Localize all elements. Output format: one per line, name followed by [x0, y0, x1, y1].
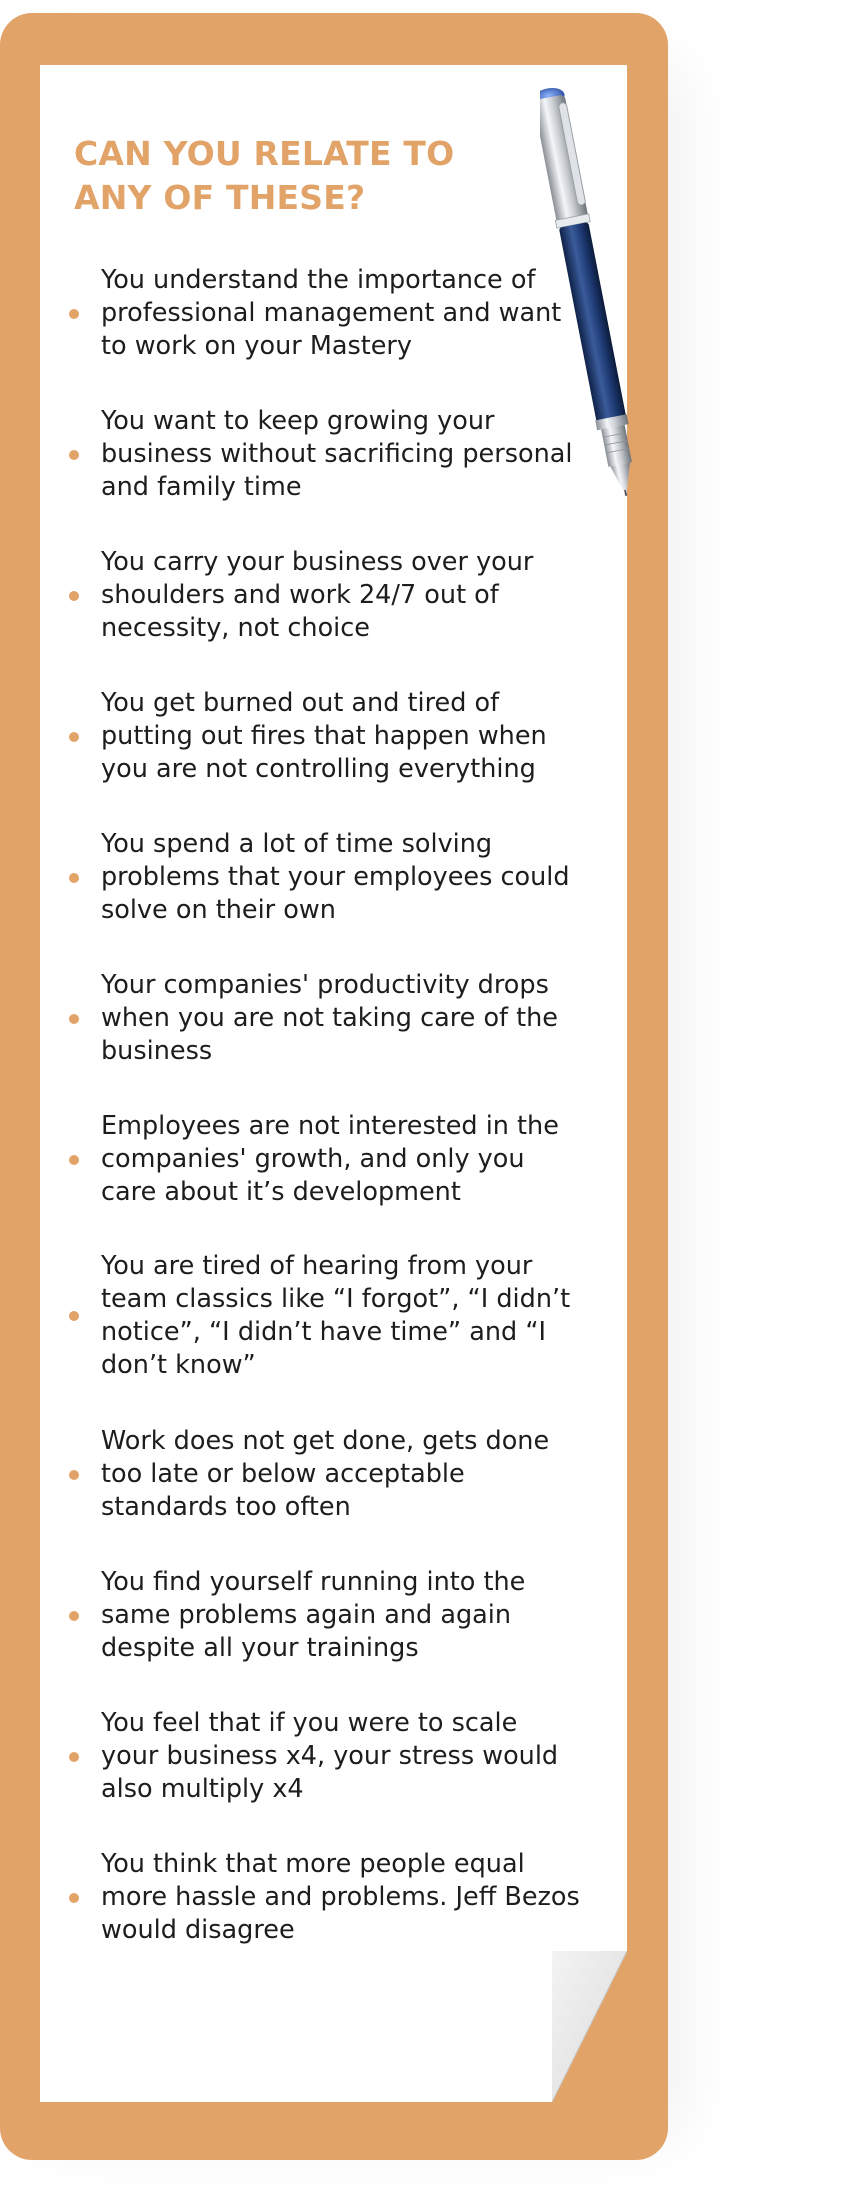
list-item: [62, 1848, 582, 1947]
bullet-dot: [69, 1155, 79, 1165]
pen-icon: [540, 78, 650, 498]
bullet-dot: [69, 1611, 79, 1621]
list-item: [62, 1250, 582, 1382]
bullet-dot: [69, 1893, 79, 1903]
bullet-dot: [69, 591, 79, 601]
bullet-dot: [69, 1752, 79, 1762]
bullet-dot: [69, 450, 79, 460]
bullet-dot: [69, 873, 79, 883]
list-item-text: Employees are not interested in the companies' growth, and only you care about it’s development: [101, 1111, 559, 1207]
list-item: [62, 969, 582, 1068]
list-item-text: You feel that if you were to scale your business x4, your stress would also multiply x4: [101, 1708, 559, 1804]
list-item: [62, 546, 582, 645]
list-item-text: You carry your business over your shoulders and work 24/7 out of necessity, not choice: [101, 547, 534, 643]
list-item: [62, 1566, 582, 1665]
list-item-text: Your companies' productivity drops when you are not taking care of the business: [101, 970, 558, 1066]
bullet-dot: [69, 1470, 79, 1480]
list-item-text: You want to keep growing your business without sacrificing personal and family time: [101, 406, 573, 502]
title-line-2: ANY OF THESE?: [74, 178, 366, 217]
list-item: [62, 687, 582, 786]
list-item-text: Work does not get done, gets done too late or below acceptable standards too often: [101, 1426, 550, 1522]
list-item-text: You spend a lot of time solving problems that your employees could solve on their own: [101, 829, 570, 925]
bullet-dot: [69, 309, 79, 319]
list-item-text: You get burned out and tired of putting out fires that happen when you are not controlling everything: [101, 688, 547, 784]
list-item-text: You find yourself running into the same problems again and again despite all your trainings: [101, 1567, 526, 1663]
bullet-dot: [69, 1311, 79, 1321]
page-title: [74, 132, 494, 220]
list-item: [62, 828, 582, 927]
list-item-text: You think that more people equal more hassle and problems. Jeff Bezos would disagree: [101, 1849, 580, 1945]
paper-fold: [552, 1951, 627, 2102]
list-item: [62, 1425, 582, 1524]
bullet-dot: [69, 732, 79, 742]
title-line-1: CAN YOU RELATE TO: [74, 134, 455, 173]
list-item: [62, 405, 582, 504]
bullet-dot: [69, 1014, 79, 1024]
list-item: [62, 264, 582, 363]
list-item-text: You understand the importance of professional management and want to work on your Mastery: [101, 265, 562, 361]
list-item-text: You are tired of hearing from your team classics like “I forgot”, “I didn’t notice”, “I didn’t have time” and “I don’t know”: [101, 1251, 571, 1380]
list-item: [62, 1110, 582, 1209]
list-item: [62, 1707, 582, 1806]
